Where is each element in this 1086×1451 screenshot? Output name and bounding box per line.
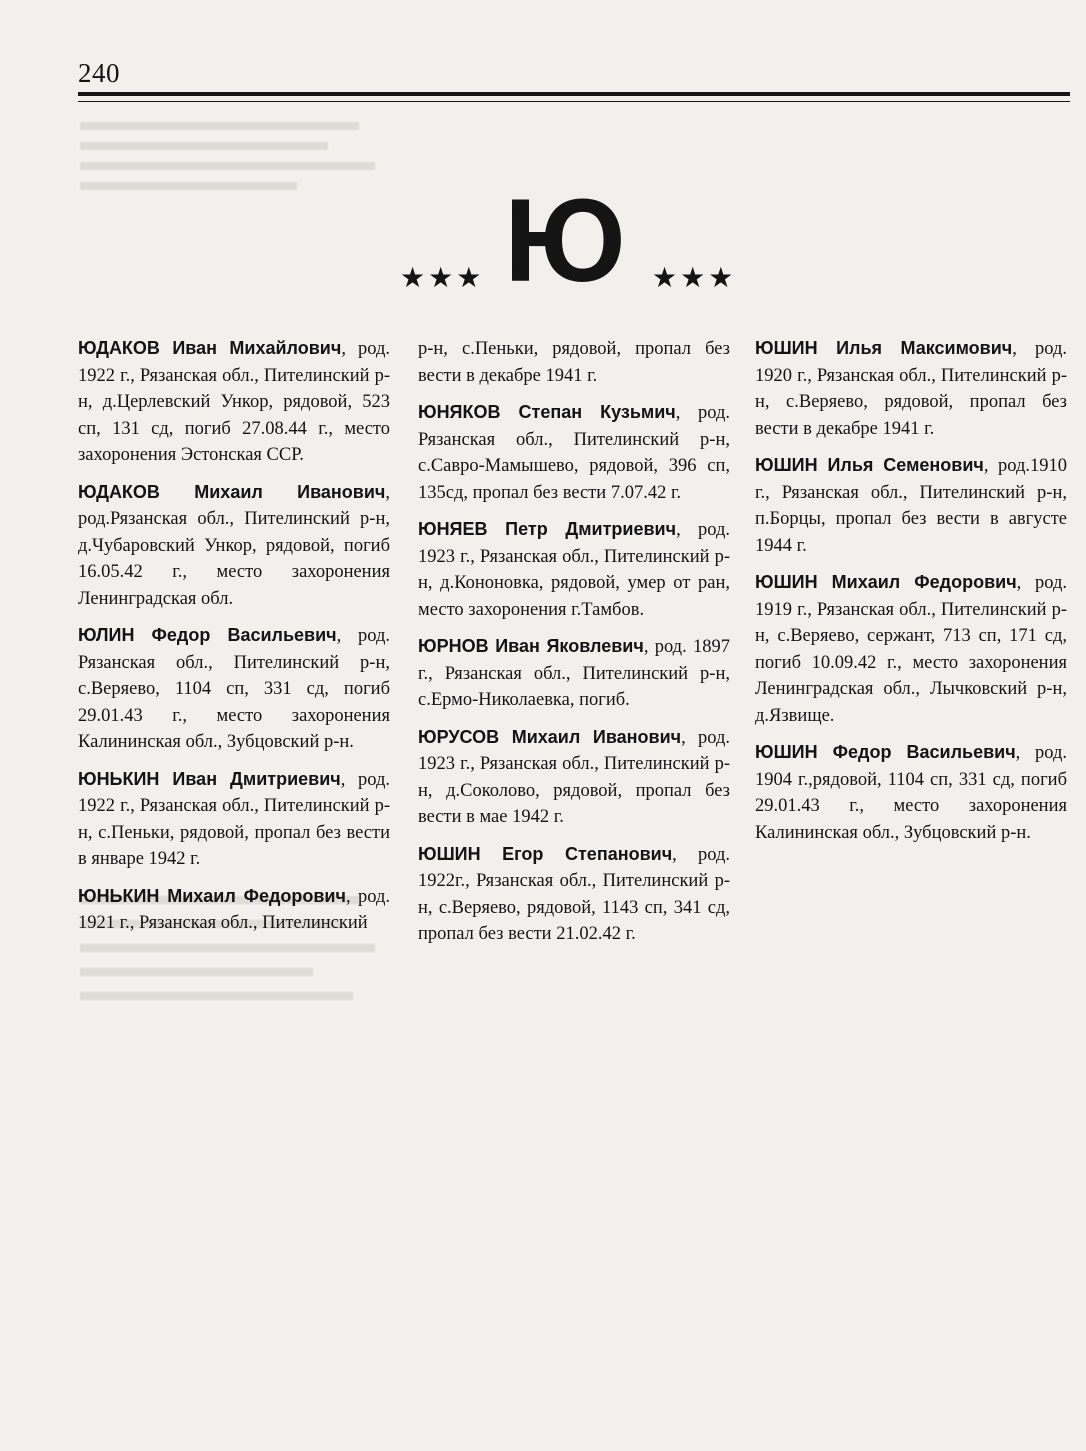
entry-name: ЮЛИН Федор Васильевич xyxy=(78,625,337,645)
entry xyxy=(755,335,1067,442)
entry-name: ЮДАКОВ Иван Михайлович xyxy=(78,338,342,358)
entry-text: , род. 1919 г., Рязанская обл., Пителинский р-н, с.Веряево, сержант, 713 сп, 171 сд, погиб 10.09.42 г., место захоронения Ленинградская обл., Лычковский р-н, д.Язвище. xyxy=(755,573,1067,726)
entry xyxy=(78,479,390,613)
entry xyxy=(78,883,390,937)
entry xyxy=(78,766,390,873)
section-letter: Ю xyxy=(504,175,626,307)
entry-name: ЮДАКОВ Михаил Иванович xyxy=(78,481,386,502)
stars-right: ★★★ xyxy=(652,263,737,294)
entry xyxy=(78,622,390,756)
entry-text: , род. 1904 г.,рядовой, 1104 сп, 331 сд, погиб 29.01.43 г., место захоронения Калининская обл., Зубцовский р-н. xyxy=(755,743,1067,843)
entry-name: ЮШИН Илья Максимович xyxy=(755,338,1013,358)
entry-name: ЮШИН Егор Степанович xyxy=(418,843,673,864)
entry-name: ЮШИН Федор Васильевич xyxy=(755,742,1016,762)
entry-name: ЮРНОВ Иван Яковлевич xyxy=(418,636,644,656)
entry-text: , род. Рязанская обл., Пителинский р-н, с.Савро-Мамышево, рядовой, 396 сп, 135сд, пропал без вести 7.07.42 г. xyxy=(418,403,730,503)
column-1 xyxy=(78,335,390,947)
column-2 xyxy=(418,335,730,958)
entry xyxy=(755,452,1067,559)
page-number: 240 xyxy=(78,58,120,88)
entry-text: , род. 1922 г., Рязанская обл., Пителинский р-н, д.Церлевский Ункор, рядовой, 523 сп, 131 сд, погиб 27.08.44 г., место захоронения Эстонская ССР. xyxy=(78,339,390,465)
entry-text: , род.1910 г., Рязанская обл., Пителинский р-н, п.Борцы, пропал без вести в августе 1944 г. xyxy=(755,456,1067,556)
entry-text: , род. 1922г., Рязанская обл., Пителинский р-н, с.Веряево, рядовой, 1143 сп, 341 сд, пропал без вести 21.02.42 г. xyxy=(418,844,730,944)
entry-text: , род.Рязанская обл., Пителинский р-н, д.Чубаровский Ункор, рядовой, погиб 16.05.42 г., место захоронения Ленинградская обл. xyxy=(78,482,390,609)
header-rule-thin xyxy=(78,101,1070,102)
entry xyxy=(755,739,1067,846)
entry-name: ЮНЯКОВ Степан Кузьмич xyxy=(418,402,676,422)
entry-text: , род. 1922 г., Рязанская обл., Пителинский р-н, с.Пеньки, рядовой, пропал без вести в январе 1942 г. xyxy=(78,769,390,869)
entry-name: ЮНЬКИН Иван Дмитриевич xyxy=(78,768,341,789)
stars-left: ★★★ xyxy=(400,263,485,294)
entry xyxy=(418,633,730,714)
entry xyxy=(78,335,390,469)
entry xyxy=(418,516,730,623)
entry-text: , род. 1921 г., Рязанская обл., Пителинский xyxy=(78,886,390,933)
entry xyxy=(418,724,730,831)
bleed-through-left xyxy=(80,110,390,310)
entry-name: ЮНЯЕВ Петр Дмитриевич xyxy=(418,519,677,539)
entry xyxy=(418,399,730,506)
entry xyxy=(418,335,730,389)
entry-text: , род. 1920 г., Рязанская обл., Пителинский р-н, с.Веряево, рядовой, пропал без вести в декабре 1941 г. xyxy=(755,339,1067,439)
entry xyxy=(755,569,1067,729)
entry-text: , род. Рязанская обл., Пителинский р-н, с.Веряево, 1104 сп, 331 сд, погиб 29.01.43 г., место захоронения Калининская обл., Зубцовский р-н. xyxy=(78,626,390,752)
column-3 xyxy=(755,335,1067,856)
entry-text: , род. 1923 г., Рязанская обл., Пителинский р-н, д.Соколово, рядовой, пропал без вести в мае 1942 г. xyxy=(418,727,730,827)
entry-name: ЮРУСОВ Михаил Иванович xyxy=(418,726,682,747)
header-rule-thick xyxy=(78,92,1070,96)
entry-name: ЮШИН Михаил Федорович xyxy=(755,572,1017,592)
entry-text: , род. 1923 г., Рязанская обл., Пителинский р-н, д.Кононовка, рядовой, умер от ран, место захоронения г.Тамбов. xyxy=(418,520,730,620)
entry-text: , род. 1897 г., Рязанская обл., Пителинский р-н, с.Ермо-Николаевка, погиб. xyxy=(418,637,730,710)
entry-name: ЮШИН Илья Семенович xyxy=(755,455,984,475)
entry-text: р-н, с.Пеньки, рядовой, пропал без вести в декабре 1941 г. xyxy=(418,339,730,386)
entry xyxy=(418,841,730,948)
entry-name: ЮНЬКИН Михаил Федорович xyxy=(78,885,346,906)
